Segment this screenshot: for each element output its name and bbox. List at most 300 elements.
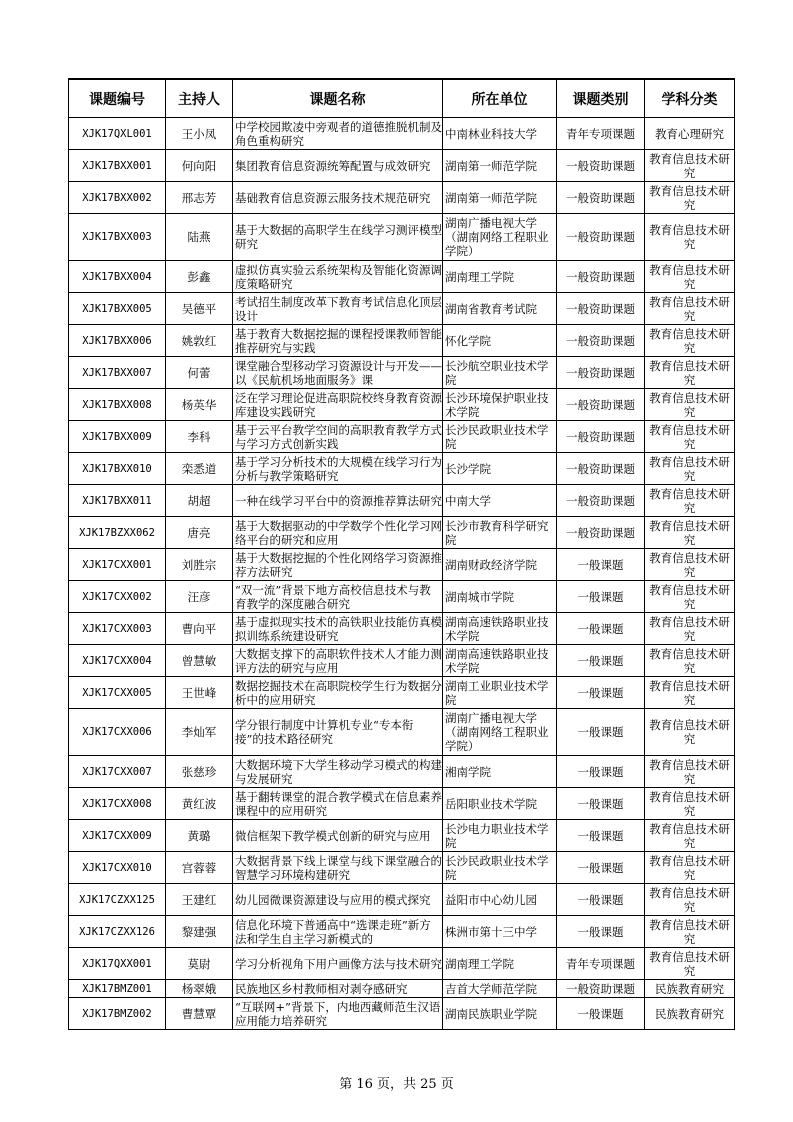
cell-code — [69, 214, 166, 261]
cell-title-text: 基于虚拟现实技术的高铁职业技能仿真模拟训练系统建设研究 — [235, 614, 442, 643]
table-row — [69, 581, 735, 613]
cell-title-text: 大数据支撑下的高职软件技术人才能力测评方法的研究与应用 — [235, 646, 442, 675]
cell-cat-text: 青年专项课题 — [566, 956, 635, 971]
cell-code — [69, 389, 166, 421]
cell-host-text: 栾悉道 — [181, 461, 217, 476]
cell-title — [233, 884, 443, 916]
cell-disc-text: 教育心理研究 — [655, 126, 724, 141]
cell-disc — [645, 645, 735, 677]
cell-host — [166, 325, 233, 357]
cell-disc — [645, 884, 735, 916]
cell-unit — [443, 613, 557, 645]
cell-cat-text: 一般课题 — [577, 557, 624, 572]
cell-disc — [645, 581, 735, 613]
cell-host — [166, 581, 233, 613]
cell-host-text: 刘胜宗 — [181, 557, 217, 572]
cell-disc-text: 教育信息技术研究 — [649, 358, 730, 387]
cell-host — [166, 820, 233, 852]
cell-cat — [557, 613, 645, 645]
cell-host — [166, 788, 233, 820]
header-host: 主持人 — [166, 79, 233, 118]
cell-code — [69, 884, 166, 916]
cell-code-text: XJK17CXX005 — [82, 686, 152, 699]
cell-unit — [443, 709, 557, 756]
table-row — [69, 884, 735, 916]
cell-title — [233, 293, 443, 325]
cell-host-text: 黄璐 — [187, 828, 211, 843]
cell-code-text: XJK17CXX003 — [82, 622, 152, 635]
cell-host — [166, 517, 233, 549]
cell-unit — [443, 677, 557, 709]
cell-title — [233, 214, 443, 261]
cell-disc-text: 教育信息技术研究 — [649, 853, 730, 882]
cell-unit — [443, 453, 557, 485]
cell-disc — [645, 485, 735, 517]
cell-code-text: XJK17BXX005 — [82, 302, 152, 315]
cell-disc — [645, 948, 735, 980]
cell-cat — [557, 325, 645, 357]
cell-disc — [645, 357, 735, 389]
cell-code — [69, 357, 166, 389]
table-row — [69, 421, 735, 453]
cell-unit — [443, 421, 557, 453]
cell-code-text: XJK17CZXX126 — [79, 925, 155, 938]
cell-unit-text: 中南林业科技大学 — [445, 126, 537, 141]
table-row — [69, 677, 735, 709]
cell-cat-text: 一般资助课题 — [566, 461, 635, 476]
cell-code — [69, 118, 166, 150]
cell-code — [69, 852, 166, 884]
cell-unit-text: 岳阳职业技术学院 — [445, 796, 537, 811]
cell-code-text: XJK17BXX008 — [82, 398, 152, 411]
header-discipline: 学科分类 — [645, 79, 735, 118]
cell-disc — [645, 325, 735, 357]
cell-unit — [443, 549, 557, 581]
cell-title-text: “互联网+”背景下，内地西藏师范生汉语应用能力培养研究 — [235, 999, 441, 1028]
cell-host-text: 李科 — [187, 429, 211, 444]
cell-cat-text: 一般课题 — [577, 924, 624, 939]
cell-disc — [645, 613, 735, 645]
cell-cat-text: 一般资助课题 — [566, 190, 635, 205]
cell-cat-text: 一般资助课题 — [566, 230, 635, 244]
cell-unit — [443, 357, 557, 389]
cell-disc-text: 教育信息技术研究 — [649, 582, 730, 611]
cell-cat — [557, 677, 645, 709]
cell-code — [69, 645, 166, 677]
table-row — [69, 389, 735, 421]
cell-host-text: 杨英华 — [181, 397, 217, 412]
table-row — [69, 150, 735, 182]
cell-code — [69, 709, 166, 756]
cell-host — [166, 613, 233, 645]
cell-disc — [645, 549, 735, 581]
table-row — [69, 357, 735, 389]
cell-title — [233, 261, 443, 293]
cell-host-text: 宫蓉蓉 — [181, 860, 217, 875]
cell-unit-text: 中南大学 — [445, 493, 491, 508]
cell-host — [166, 980, 233, 998]
cell-code — [69, 820, 166, 852]
cell-cat — [557, 581, 645, 613]
cell-cat — [557, 485, 645, 517]
cell-unit — [443, 756, 557, 788]
cell-disc — [645, 453, 735, 485]
cell-unit-text: 湖南财政经济学院 — [445, 557, 537, 572]
cell-host — [166, 357, 233, 389]
cell-disc — [645, 517, 735, 549]
cell-title-text: “双一流”背景下地方高校信息技术与教育教学的深度融合研究 — [235, 582, 431, 611]
cell-unit — [443, 118, 557, 150]
cell-title — [233, 421, 443, 453]
cell-host-text: 曾慧敏 — [181, 653, 217, 668]
cell-unit — [443, 916, 557, 948]
table-row — [69, 613, 735, 645]
cell-code-text: XJK17BXX001 — [82, 159, 152, 172]
cell-title-text: 数据挖掘技术在高职院校学生行为数据分析中的应用研究 — [235, 678, 442, 707]
cell-code — [69, 613, 166, 645]
cell-cat-text: 一般课题 — [577, 892, 624, 907]
cell-title — [233, 453, 443, 485]
cell-host — [166, 756, 233, 788]
cell-unit-text: 湖南理工学院 — [445, 956, 514, 971]
cell-host — [166, 485, 233, 517]
cell-cat — [557, 788, 645, 820]
cell-title-text: 虚拟仿真实验云系统架构及智能化资源调度策略研究 — [235, 262, 442, 291]
cell-disc-text: 教育信息技术研究 — [649, 885, 730, 914]
cell-host-text: 姚敦红 — [181, 333, 217, 348]
cell-unit — [443, 485, 557, 517]
cell-code-text: XJK17BMZ001 — [82, 982, 152, 995]
cell-disc-text: 教育信息技术研究 — [649, 757, 730, 786]
cell-unit — [443, 948, 557, 980]
header-title: 课题名称 — [233, 79, 443, 118]
cell-disc — [645, 820, 735, 852]
cell-cat — [557, 756, 645, 788]
cell-code-text: XJK17BMZ002 — [82, 1007, 152, 1020]
cell-code-text: XJK17BXX004 — [82, 270, 152, 283]
table-header-row — [69, 79, 735, 118]
cell-title-text: 民族地区乡村教师相对剥夺感研究 — [235, 981, 408, 996]
cell-code-text: XJK17CXX006 — [82, 726, 152, 738]
cell-host — [166, 118, 233, 150]
cell-cat — [557, 709, 645, 756]
cell-unit — [443, 517, 557, 549]
cell-host-text: 杨翠娥 — [181, 981, 217, 996]
cell-title — [233, 948, 443, 980]
cell-disc-text: 教育信息技术研究 — [649, 262, 730, 291]
cell-cat-text: 青年专项课题 — [566, 126, 635, 141]
cell-host-text: 汪彦 — [187, 589, 211, 604]
cell-title — [233, 549, 443, 581]
cell-host — [166, 677, 233, 709]
table-row — [69, 325, 735, 357]
cell-title — [233, 389, 443, 421]
cell-cat-text: 一般资助课题 — [566, 397, 635, 412]
cell-cat — [557, 645, 645, 677]
cell-cat-text: 一般课题 — [577, 828, 624, 843]
cell-code-text: XJK17BXX010 — [82, 462, 152, 475]
cell-code — [69, 756, 166, 788]
cell-cat-text: 一般课题 — [577, 685, 624, 700]
header-category: 课题类别 — [557, 79, 645, 118]
cell-unit — [443, 581, 557, 613]
cell-host-text: 李灿军 — [181, 725, 217, 739]
cell-unit-text: 湖南工业职业技术学院 — [445, 678, 549, 707]
table-row — [69, 948, 735, 980]
cell-host-text: 吴德平 — [181, 301, 217, 316]
cell-unit — [443, 214, 557, 261]
cell-host-text: 曹慧覃 — [181, 1006, 217, 1021]
cell-host-text: 曹向平 — [181, 621, 217, 636]
cell-disc — [645, 182, 735, 214]
cell-disc — [645, 756, 735, 788]
cell-unit — [443, 645, 557, 677]
cell-code-text: XJK17QXX001 — [82, 957, 152, 970]
cell-code-text: XJK17CXX008 — [82, 797, 152, 810]
cell-title-text: 大数据环境下大学生移动学习模式的构建与发展研究 — [235, 757, 442, 786]
cell-host — [166, 884, 233, 916]
cell-host — [166, 293, 233, 325]
cell-code — [69, 916, 166, 948]
cell-unit-text: 长沙学院 — [445, 461, 491, 476]
cell-cat — [557, 884, 645, 916]
cell-cat-text: 一般课题 — [577, 764, 624, 779]
cell-unit — [443, 389, 557, 421]
cell-host — [166, 948, 233, 980]
cell-disc — [645, 709, 735, 756]
cell-cat — [557, 421, 645, 453]
cell-disc — [645, 118, 735, 150]
table-row — [69, 118, 735, 150]
cell-code-text: XJK17CXX010 — [82, 861, 152, 874]
cell-title-text: 基于翻转课堂的混合教学模式在信息素养课程中的应用研究 — [235, 789, 442, 818]
cell-title-text: 基于大数据的高职学生在线学习测评模型研究 — [235, 223, 442, 251]
cell-unit — [443, 884, 557, 916]
cell-cat-text: 一般课题 — [577, 653, 624, 668]
cell-title-text: 泛在学习理论促进高职院校终身教育资源库建设实践研究 — [235, 390, 442, 419]
cell-title — [233, 709, 443, 756]
cell-host — [166, 549, 233, 581]
cell-title-text: 学分银行制度中计算机专业“专本衔接”的技术路径研究 — [235, 718, 414, 746]
cell-cat — [557, 293, 645, 325]
cell-unit-text: 湖南第一师范学院 — [445, 190, 537, 205]
cell-host-text: 何向阳 — [181, 158, 217, 173]
cell-host-text: 王建红 — [181, 892, 217, 907]
cell-disc-text: 教育信息技术研究 — [649, 294, 730, 323]
cell-host-text: 陆燕 — [187, 230, 211, 244]
cell-title-text: 大数据背景下线上课堂与线下课堂融合的智慧学习环境构建研究 — [235, 853, 442, 882]
cell-code — [69, 549, 166, 581]
cell-unit-text: 湖南第一师范学院 — [445, 158, 537, 173]
cell-disc — [645, 852, 735, 884]
cell-title — [233, 182, 443, 214]
cell-title-text: 一种在线学习平台中的资源推荐算法研究 — [235, 493, 442, 508]
cell-code — [69, 150, 166, 182]
table-row — [69, 980, 735, 998]
cell-code-text: XJK17BXX003 — [82, 231, 152, 243]
cell-title — [233, 325, 443, 357]
cell-disc — [645, 980, 735, 998]
cell-host — [166, 998, 233, 1030]
cell-cat-text: 一般课题 — [577, 860, 624, 875]
cell-cat — [557, 453, 645, 485]
cell-host — [166, 453, 233, 485]
cell-cat-text: 一般资助课题 — [566, 333, 635, 348]
cell-unit — [443, 182, 557, 214]
cell-cat — [557, 998, 645, 1030]
cell-cat-text: 一般资助课题 — [566, 525, 635, 540]
table-row — [69, 293, 735, 325]
cell-unit — [443, 293, 557, 325]
cell-cat-text: 一般课题 — [577, 725, 624, 739]
cell-title — [233, 788, 443, 820]
cell-title — [233, 517, 443, 549]
cell-unit-text: 湖南民族职业学院 — [445, 1006, 537, 1021]
cell-unit-text: 长沙电力职业技术学院 — [445, 821, 549, 850]
header-code: 课题编号 — [69, 79, 166, 118]
table-row — [69, 756, 735, 788]
cell-host-text: 邢志芳 — [181, 190, 217, 205]
cell-host-text: 王小凤 — [181, 126, 217, 141]
cell-title — [233, 581, 443, 613]
cell-host — [166, 261, 233, 293]
cell-disc — [645, 261, 735, 293]
cell-disc-text: 教育信息技术研究 — [649, 678, 730, 707]
cell-host — [166, 709, 233, 756]
table-row — [69, 709, 735, 756]
cell-disc-text: 教育信息技术研究 — [649, 223, 730, 251]
cell-cat — [557, 517, 645, 549]
cell-disc — [645, 788, 735, 820]
cell-title — [233, 998, 443, 1030]
cell-unit-text: 湖南高速铁路职业技术学院 — [445, 646, 549, 675]
cell-code-text: XJK17BXX009 — [82, 430, 152, 443]
header-unit: 所在单位 — [443, 79, 557, 118]
cell-unit-text: 湖南广播电视大学（湖南网络工程职业学院） — [445, 711, 549, 753]
cell-unit-text: 长沙民政职业技术学院 — [445, 853, 549, 882]
cell-unit — [443, 261, 557, 293]
cell-title — [233, 980, 443, 998]
cell-unit-text: 株洲市第十三中学 — [445, 924, 537, 939]
cell-disc-text: 教育信息技术研究 — [649, 486, 730, 515]
cell-title — [233, 485, 443, 517]
cell-code-text: XJK17BXX007 — [82, 366, 152, 379]
cell-title — [233, 820, 443, 852]
cell-title-text: 幼儿园微课资源建设与应用的模式探究 — [235, 892, 431, 907]
cell-cat — [557, 549, 645, 581]
cell-title — [233, 150, 443, 182]
cell-host-text: 黄红波 — [181, 796, 217, 811]
cell-disc — [645, 389, 735, 421]
cell-disc-text: 教育信息技术研究 — [649, 789, 730, 818]
table-row — [69, 261, 735, 293]
cell-code — [69, 453, 166, 485]
cell-cat-text: 一般资助课题 — [566, 158, 635, 173]
cell-disc-text: 民族教育研究 — [655, 981, 724, 996]
cell-title-text: 信息化环境下普通高中“选课走班”新方法和学生自主学习新模式的 — [235, 917, 431, 946]
cell-code — [69, 325, 166, 357]
cell-host-text: 莫尉 — [187, 956, 211, 971]
cell-disc-text: 教育信息技术研究 — [649, 422, 730, 451]
cell-code-text: XJK17CXX001 — [82, 558, 152, 571]
cell-disc-text: 教育信息技术研究 — [649, 518, 730, 547]
cell-unit-text: 湖南理工学院 — [445, 269, 514, 284]
cell-cat — [557, 852, 645, 884]
cell-title-text: 基于云平台教学空间的高职教育教学方式与学习方式创新实践 — [235, 422, 442, 451]
cell-disc — [645, 677, 735, 709]
cell-host — [166, 150, 233, 182]
cell-disc-text: 教育信息技术研究 — [649, 949, 730, 978]
cell-code — [69, 998, 166, 1030]
cell-title — [233, 118, 443, 150]
cell-title-text: 集团教育信息资源统筹配置与成效研究 — [235, 158, 431, 173]
cell-disc-text: 教育信息技术研究 — [649, 917, 730, 946]
cell-code — [69, 581, 166, 613]
cell-code — [69, 421, 166, 453]
cell-cat — [557, 261, 645, 293]
table-body — [69, 118, 735, 1030]
cell-unit-text: 湖南省教育考试院 — [445, 301, 537, 316]
cell-code — [69, 293, 166, 325]
cell-code — [69, 182, 166, 214]
cell-code-text: XJK17QXL001 — [82, 127, 152, 140]
cell-cat — [557, 948, 645, 980]
cell-code — [69, 485, 166, 517]
cell-disc-text: 教育信息技术研究 — [649, 550, 730, 579]
cell-title-text: 微信框架下教学模式创新的研究与应用 — [235, 828, 431, 843]
cell-host-text: 张慈珍 — [181, 764, 217, 779]
cell-host — [166, 916, 233, 948]
cell-disc-text: 教育信息技术研究 — [649, 614, 730, 643]
cell-unit — [443, 998, 557, 1030]
cell-disc-text: 教育信息技术研究 — [649, 183, 730, 212]
cell-disc-text: 教育信息技术研究 — [649, 151, 730, 180]
cell-unit-text: 长沙环境保护职业技术学院 — [445, 390, 549, 419]
cell-unit-text: 益阳市中心幼儿园 — [445, 892, 537, 907]
cell-cat-text: 一般资助课题 — [566, 301, 635, 316]
cell-cat-text: 一般资助课题 — [566, 429, 635, 444]
cell-host — [166, 389, 233, 421]
cell-code — [69, 517, 166, 549]
cell-disc-text: 教育信息技术研究 — [649, 821, 730, 850]
cell-code-text: XJK17BXX006 — [82, 334, 152, 347]
cell-unit — [443, 788, 557, 820]
cell-host-text: 王世峰 — [181, 685, 217, 700]
page-footer: 第 16 页，共 25 页 — [339, 1077, 454, 1092]
cell-code-text: XJK17CXX007 — [82, 765, 152, 778]
cell-code-text: XJK17CXX002 — [82, 590, 152, 603]
table-row — [69, 645, 735, 677]
cell-cat — [557, 820, 645, 852]
cell-unit — [443, 150, 557, 182]
cell-disc — [645, 916, 735, 948]
cell-disc-text: 教育信息技术研究 — [649, 390, 730, 419]
table-row — [69, 820, 735, 852]
cell-host-text: 胡超 — [187, 493, 211, 508]
cell-title-text: 基于学习分析技术的大规模在线学习行为分析与教学策略研究 — [235, 454, 442, 483]
cell-host — [166, 214, 233, 261]
cell-unit — [443, 820, 557, 852]
cell-host — [166, 182, 233, 214]
cell-cat-text: 一般资助课题 — [566, 365, 635, 380]
cell-host-text: 黎建强 — [181, 924, 217, 939]
cell-disc — [645, 998, 735, 1030]
cell-code-text: XJK17BXX002 — [82, 191, 152, 204]
cell-code — [69, 980, 166, 998]
cell-unit-text: 湖南广播电视大学（湖南网络工程职业学院） — [445, 216, 549, 258]
cell-title — [233, 756, 443, 788]
cell-cat-text: 一般资助课题 — [566, 269, 635, 284]
